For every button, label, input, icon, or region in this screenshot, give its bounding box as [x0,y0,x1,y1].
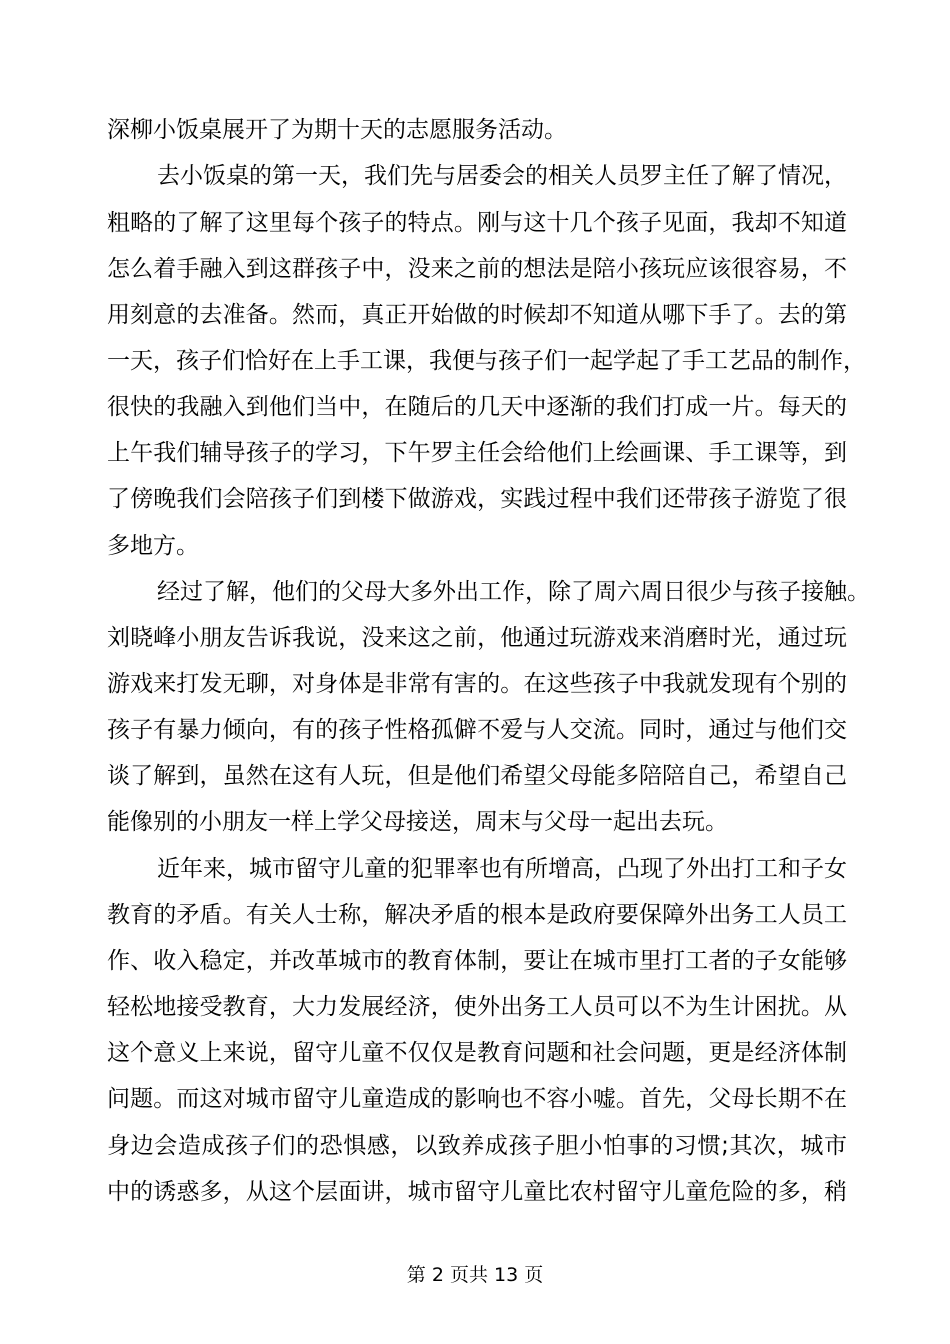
page-number-footer: 第 2 页共 13 页 [406,1264,544,1286]
text-line: 能像别的小朋友一样上学父母接送，周末与父母一起出去玩。 [107,809,728,835]
paragraph-first-line: 经过了解，他们的父母大多外出工作，除了周六周日很少与孩子接触。 [157,579,870,605]
text-line: 这个意义上来说，留守儿童不仅仅是教育问题和社会问题，更是经济体制 [107,1040,847,1066]
text-line: 谈了解到，虽然在这有人玩，但是他们希望父母能多陪陪自己，希望自己 [107,763,847,789]
text-line: 游戏来打发无聊，对身体是非常有害的。在这些孩子中我就发现有个别的 [107,671,847,697]
text-line: 多地方。 [107,533,199,559]
paragraph-first-line: 近年来，城市留守儿童的犯罪率也有所增高，凸现了外出打工和子女 [157,856,847,882]
text-line: 上午我们辅导孩子的学习，下午罗主任会给他们上绘画课、手工课等，到 [107,440,847,466]
text-line: 怎么着手融入到这群孩子中，没来之前的想法是陪小孩玩应该很容易，不 [107,256,847,282]
text-line: 身边会造成孩子们的恐惧感，以致养成孩子胆小怕事的习惯;其次，城市 [107,1133,847,1159]
text-line: 了傍晚我们会陪孩子们到楼下做游戏，实践过程中我们还带孩子游览了很 [107,486,847,512]
text-line: 深柳小饭桌展开了为期十天的志愿服务活动。 [107,117,567,143]
text-line: 用刻意的去准备。然而，真正开始做的时候却不知道从哪下手了。去的第 [107,302,847,328]
text-line: 教育的矛盾。有关人士称，解决矛盾的根本是政府要保障外出务工人员工 [107,902,847,928]
text-line: 孩子有暴力倾向，有的孩子性格孤僻不爱与人交流。同时，通过与他们交 [107,717,847,743]
text-line: 刘晓峰小朋友告诉我说，没来这之前，他通过玩游戏来消磨时光，通过玩 [107,625,847,651]
text-line: 很快的我融入到他们当中，在随后的几天中逐渐的我们打成一片。每天的 [107,394,847,420]
text-line: 作、收入稳定，并改革城市的教育体制，要让在城市里打工者的子女能够 [107,948,847,974]
paragraph-first-line: 去小饭桌的第一天，我们先与居委会的相关人员罗主任了解了情况， [157,163,847,189]
text-line: 问题。而这对城市留守儿童造成的影响也不容小嘘。首先，父母长期不在 [107,1086,847,1112]
text-line: 轻松地接受教育，大力发展经济，使外出务工人员可以不为生计困扰。从 [107,994,847,1020]
text-line: 中的诱惑多，从这个层面讲，城市留守儿童比农村留守儿童危险的多，稍 [107,1179,847,1205]
text-line: 粗略的了解了这里每个孩子的特点。刚与这十几个孩子见面，我却不知道 [107,210,847,236]
text-line: 一天，孩子们恰好在上手工课，我便与孩子们一起学起了手工艺品的制作， [107,348,866,374]
